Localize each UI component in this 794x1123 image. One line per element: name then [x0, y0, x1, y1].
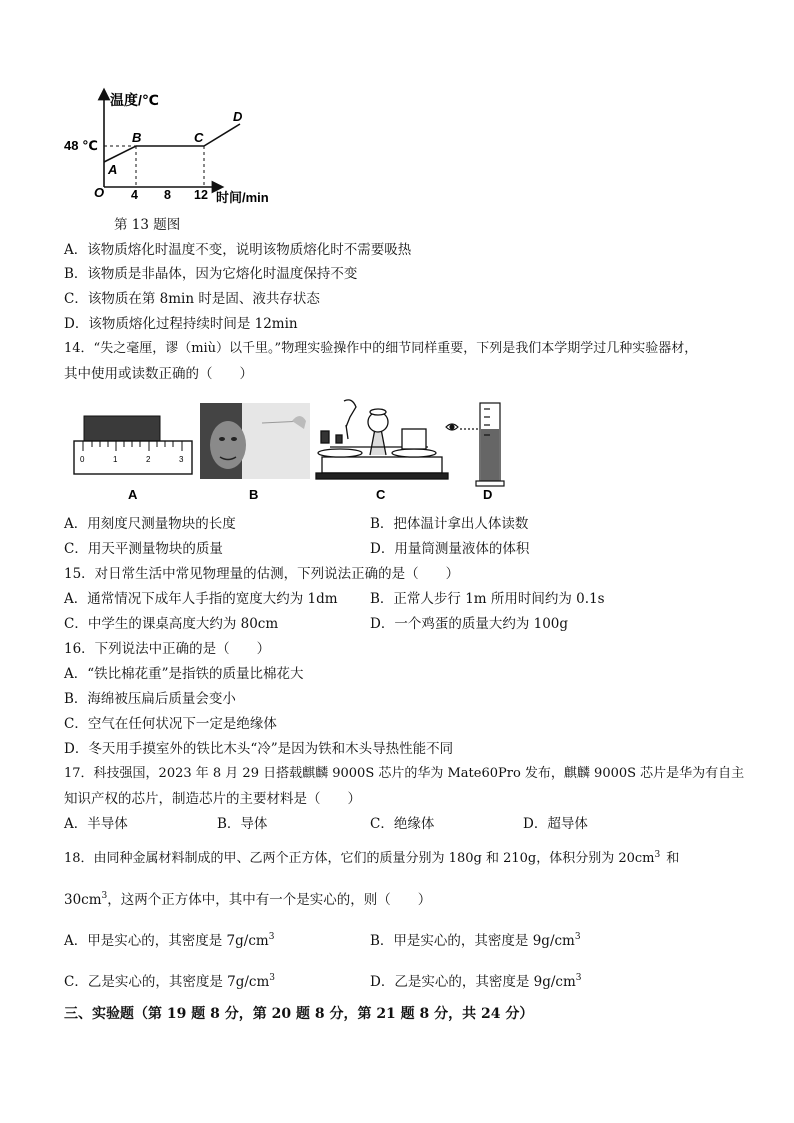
section-heading: 三、实验题（第 19 题 8 分，第 20 题 8 分，第 21 题 8 分，共 24 分） [64, 1006, 534, 1022]
q16-option-b: B．海绵被压扁后质量会变小 [64, 691, 236, 707]
q18-option-d-sup: 3 [575, 973, 582, 983]
q18-sup: 3 [654, 850, 661, 860]
graph-curve [104, 124, 240, 162]
q14-image-label-b: B [249, 487, 259, 502]
q15-stem: 15．对日常生活中常见物理量的估测，下列说法正确的是（ ） [64, 566, 460, 582]
graduated-cylinder-illustration [446, 403, 504, 486]
q18-option-a-text: A．甲是实心的，其密度是 7g/cm [64, 933, 269, 949]
q18-sup2: 3 [101, 891, 108, 901]
thermometer-photo [200, 403, 310, 479]
q14-option-b: B．把体温计拿出人体读数 [370, 516, 529, 532]
ruler-block-illustration [74, 416, 192, 474]
q18-stem-line2 [64, 891, 431, 909]
figure-caption: 第 13 题图 [114, 217, 181, 233]
q17-option-c: C．绝缘体 [370, 816, 435, 832]
q15-option-a: A．通常情况下成年人手指的宽度大约为 1dm [64, 591, 338, 607]
q13-option-b: B．该物质是非晶体，因为它熔化时温度保持不变 [64, 266, 358, 282]
q13-option-a: A．该物质熔化时温度不变，说明该物质熔化时不需要吸热 [64, 242, 412, 258]
q18-option-a [64, 932, 274, 950]
q14-image-label-d: D [483, 487, 493, 502]
graph-point-c: C [194, 130, 204, 145]
q14-apparatus-figure [0, 395, 794, 515]
graph-point-a: A [108, 162, 118, 177]
graph-x-tick-8: 8 [164, 188, 171, 202]
graph-y-tick: 48 ℃ [64, 138, 98, 153]
q17-option-b: B．导体 [217, 816, 268, 832]
q16-option-d: D．冬天用手摸室外的铁比木头“冷”是因为铁和木头导热性能不同 [64, 741, 454, 757]
ruler-tick-0: 0 [80, 455, 85, 464]
q16-stem: 16．下列说法中正确的是（ ） [64, 641, 271, 657]
graph-y-label: 温度/℃ [110, 92, 159, 108]
q14-image-label-c: C [376, 487, 386, 502]
q18-stem-line1 [64, 850, 679, 868]
q14-stem-line2: 其中使用或读数正确的（ ） [64, 366, 253, 382]
q14-option-d: D．用量筒测量液体的体积 [370, 541, 530, 557]
ruler-tick-2: 2 [146, 455, 151, 464]
q14-option-c: C．用天平测量物块的质量 [64, 541, 223, 557]
q15-option-b: B．正常人步行 1m 所用时间约为 0.1s [370, 591, 605, 607]
q18-option-b-sup: 3 [574, 932, 581, 942]
balance-scale-illustration [316, 400, 448, 479]
q15-option-d: D．一个鸡蛋的质量大约为 100g [370, 616, 569, 632]
ruler-tick-3: 3 [179, 455, 184, 464]
q17-option-a: A．半导体 [64, 816, 128, 832]
melting-graph [0, 0, 794, 240]
graph-x-label: 时间/min [216, 190, 269, 205]
graph-x-tick-4: 4 [131, 188, 138, 202]
q18-option-c-sup: 3 [269, 973, 275, 983]
q18-option-d [370, 973, 582, 991]
q13-option-c: C．该物质在第 8min 时是固、液共存状态 [64, 291, 320, 307]
q18-option-b [370, 932, 581, 950]
q15-option-c: C．中学生的课桌高度大约为 80cm [64, 616, 279, 632]
q18-option-c [64, 973, 275, 991]
q18-option-c-text: C．乙是实心的，其密度是 7g/cm [64, 974, 270, 990]
q16-option-a: A．“铁比棉花重”是指铁的质量比棉花大 [64, 666, 304, 682]
q18-option-b-text: B．甲是实心的，其密度是 9g/cm [370, 933, 575, 949]
ruler-tick-1: 1 [113, 455, 118, 464]
q18-stem2-tail: ，这两个正方体中，其中有一个是实心的，则（ ） [107, 892, 432, 908]
q18-stem-tail: 和 [666, 851, 680, 866]
q18-stem2-text: 30cm [64, 892, 102, 908]
graph-point-d: D [233, 109, 243, 124]
graph-x-tick-12: 12 [194, 188, 208, 202]
q14-option-a: A．用刻度尺测量物块的长度 [64, 516, 236, 532]
q18-option-d-text: D．乙是实心的，其密度是 9g/cm [370, 974, 576, 990]
graph-origin: O [94, 185, 105, 200]
q18-stem-text: 18．由同种金属材料制成的甲、乙两个正方体，它们的质量分别为 180g 和 210g，体积分别为 20cm [64, 851, 655, 866]
q13-option-d: D．该物质熔化过程持续时间是 12min [64, 316, 298, 332]
q17-stem-line1: 17．科技强国，2023 年 8 月 29 日搭载麒麟 9000S 芯片的华为 Mate60Pro 发布，麒麟 9000S 芯片是华为有自主 [64, 766, 745, 781]
q17-stem-line2: 知识产权的芯片，制造芯片的主要材料是（ ） [64, 791, 361, 807]
q14-stem-line1: 14．“失之毫厘，谬（miù）以千里。”物理实验操作中的细节同样重要，下列是我们本学期学过几种实验器材， [64, 341, 698, 356]
q14-image-label-a: A [128, 487, 138, 502]
graph-point-b: B [132, 130, 142, 145]
q18-option-a-sup: 3 [268, 932, 275, 942]
q17-option-d: D．超导体 [523, 816, 588, 832]
q16-option-c: C．空气在任何状况下一定是绝缘体 [64, 716, 277, 732]
